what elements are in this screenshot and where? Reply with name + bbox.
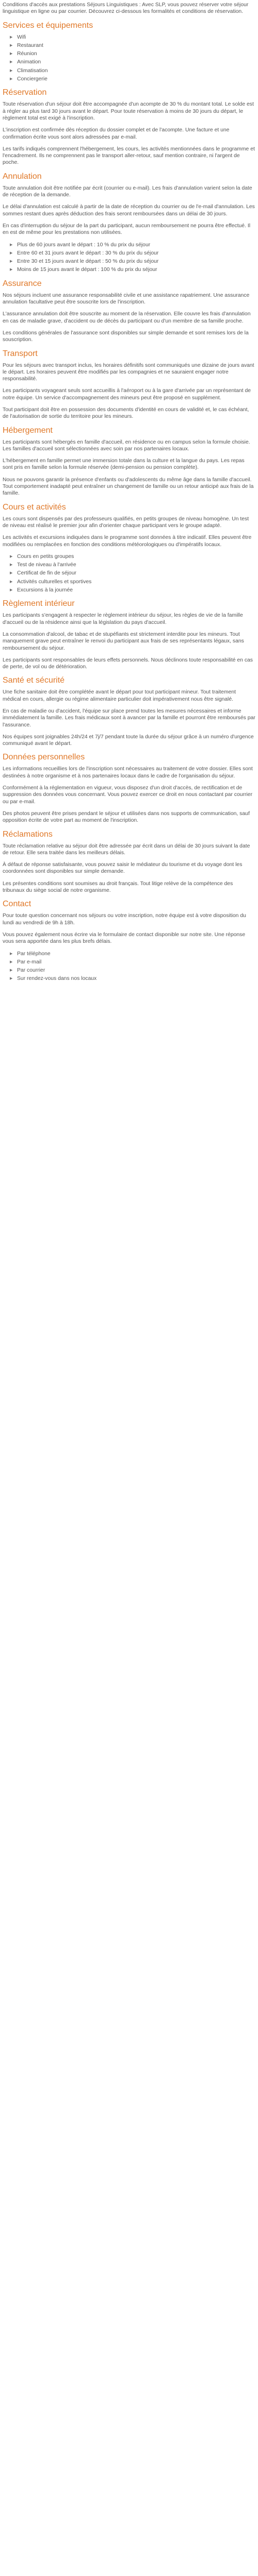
section-paragraph: Toute réclamation relative au séjour doit être adressée par écrit dans un délai de 30 jours suivant la date de retour. Elle sera traitée dans les meilleurs délais. [3,843,250,856]
section-paragraph: Nos séjours incluent une assurance responsabilité civile et une assistance rapatriement. Une assurance annulation facultative peut être souscrite lors de l'inscription. [3,292,250,306]
section [3,172,255,274]
section-paragraph: Les conditions générales de l'assurance sont disponibles sur simple demande et sont remises lors de la souscription. [3,330,249,343]
feature-item: ▶ Animation [10,59,255,65]
section-paragraph: Les informations recueillies lors de l'inscription sont nécessaires au traitement de votre dossier. Elles sont destinées à notre organisme et à nos partenaires locaux dans le cadre de l'organisation du séjour. [3,766,253,779]
section-paragraph: En cas de maladie ou d'accident, l'équipe sur place prend toutes les mesures nécessaires et informe immédiatement la famille. Les frais médicaux sont à avancer par la famille et pourront être remboursés par l'assurance. [3,708,255,728]
feature-list [3,34,255,83]
section-paragraph: En cas d'interruption du séjour de la part du participant, aucun remboursement ne pourra être effectué. Il en est de même pour les prestations non utilisées. [3,223,251,236]
section-paragraph: Tout participant doit être en possession des documents d'identité en cours de validité et, le cas échéant, de l'autorisation de sortie du territoire pour les mineurs. [3,406,249,420]
list-item: ▶ Par courrier [10,967,255,974]
list-item: ▶ Plus de 60 jours avant le départ : 10 % du prix du séjour [10,242,255,248]
section-paragraph: L'inscription est confirmée dès réception du dossier complet et de l'acompte. Une facture et une confirmation écrite vous sont alors adressées par e-mail. [3,127,230,140]
section-title: Réclamations [3,829,53,839]
section [3,88,255,166]
section-paragraph: Les tarifs indiqués comprennent l'hébergement, les cours, les activités mentionnées dans le programme et l'encadrement. Ils ne comprennent pas le transport aller-retour, sauf mention contraire, ni l'argent de poche. [3,146,255,166]
section-title: Hébergement [3,426,53,435]
section-paragraph: Les cours sont dispensés par des professeurs qualifiés, en petits groupes de niveau homogène. Un test de niveau est réalisé le premier jour afin d'orienter chaque participant vers le groupe adapté. [3,516,249,529]
section-paragraph: À défaut de réponse satisfaisante, vous pouvez saisir le médiateur du tourisme et du voyage dont les coordonnées sont disponibles sur simple demande. [3,862,243,875]
section-paragraph: Les participants s'engagent à respecter le règlement intérieur du séjour, les règles de vie de la famille d'accueil ou de la résidence ainsi que la législation du pays d'accueil. [3,613,243,625]
section-list [3,951,255,982]
section-paragraph: Les participants sont hébergés en famille d'accueil, en résidence ou en campus selon la formule choisie. Les familles d'accueil sont sélectionnées avec soin par nos partenaires locaux. [3,439,250,452]
section-list [3,242,255,274]
list-item: ▶ Entre 30 et 15 jours avant le départ : 50 % du prix du séjour [10,258,255,265]
page [0,0,258,982]
list-item: ▶ Cours en petits groupes [10,553,255,560]
section [3,675,255,747]
section-paragraph: L'hébergement en famille permet une immersion totale dans la culture et la langue du pays. Les repas sont pris en famille selon la formule réservée (demi-pension ou pension complète). [3,458,245,471]
section [3,899,255,982]
section-title: Règlement intérieur [3,599,75,608]
section-paragraph: Les activités et excursions indiquées dans le programme sont données à titre indicatif. Elles peuvent être modifiées ou remplacées en fonction des conditions météorologiques ou d'impératifs locaux. [3,535,252,548]
section-title: Contact [3,900,31,909]
list-item: ▶ Sur rendez-vous dans nos locaux [10,975,255,982]
section [3,599,255,670]
section-paragraph: Toute annulation doit être notifiée par écrit (courrier ou e-mail). Les frais d'annulation varient selon la date de réception de la demande. [3,185,252,198]
section-paragraph: Toute réservation d'un séjour doit être accompagnée d'un acompte de 30 % du montant total. Le solde est à régler au plus tard 30 jours avant le départ. Pour toute réservation à moins de 30 jours du départ, le règlement total est exigé à l'inscription. [3,101,254,121]
feature-item: ▶ Wifi [10,34,255,41]
section-list [3,553,255,594]
section [3,829,255,894]
section-paragraph: Pour les séjours avec transport inclus, les horaires définitifs sont communiqués une dizaine de jours avant le départ. Les horaires peuvent être modifiés par les compagnies et ne sauraient engager notre responsabilité. [3,362,254,382]
section [3,426,255,497]
section-paragraph: Les participants voyageant seuls sont accueillis à l'aéroport ou à la gare d'arrivée par un représentant de notre équipe. Un service d'accompagnement des mineurs peut être proposé en supplément. [3,388,251,401]
section-paragraph: Vous pouvez également nous écrire via le formulaire de contact disponible sur notre site. Une réponse vous sera apportée dans les plus brefs délais. [3,931,246,945]
section [3,502,255,594]
feature-item: ▶ Réunion [10,50,255,57]
section-title: Cours et activités [3,502,66,512]
section-title: Réservation [3,88,47,97]
list-item: ▶ Test de niveau à l'arrivée [10,562,255,568]
section-paragraph: Les participants sont responsables de leurs effets personnels. Nous déclinons toute responsabilité en cas de perte, de vol ou de détérioration. [3,657,253,670]
list-item: ▶ Activités culturelles et sportives [10,579,255,585]
list-item: ▶ Excursions à la journée [10,587,255,594]
intro-text: Conditions d'accès aux prestations Séjours Linguistiques : Avec SLP, vous pouvez réserver votre séjour linguistique en ligne ou par courrier. Découvrez ci-dessous les formalités et conditions de réservation. [3,2,249,15]
section-title: Assurance [3,279,42,288]
section-paragraph: Nous ne pouvons garantir la présence d'enfants ou d'adolescents du même âge dans la famille d'accueil. Tout comportement inadapté peut entraîner un changement de famille ou un retour anticipé aux frais de la famille. [3,477,254,497]
list-item: ▶ Par téléphone [10,951,255,957]
section-paragraph: Une fiche sanitaire doit être complétée avant le départ pour tout participant mineur. Tout traitement médical en cours, allergie ou régime alimentaire particulier doit impérativement nous être signalé. [3,689,236,702]
section [3,279,255,344]
feature-item: ▶ Climatisation [10,67,255,74]
section-paragraph: Les présentes conditions sont soumises au droit français. Tout litige relève de la compétence des tribunaux du siège social de notre organisme. [3,880,233,894]
section-title: Services et équipements [3,21,93,30]
section-title: Annulation [3,172,42,181]
sections-container [3,21,255,982]
section-paragraph: Pour toute question concernant nos séjours ou votre inscription, notre équipe est à votre disposition du lundi au vendredi de 9h à 18h. [3,913,246,926]
feature-item: ▶ Restaurant [10,42,255,49]
list-item: ▶ Certificat de fin de séjour [10,570,255,577]
section-title: Transport [3,349,38,358]
section-paragraph: La consommation d'alcool, de tabac et de stupéfiants est strictement interdite pour les mineurs. Tout manquement grave peut entraîner le renvoi du participant aux frais de ses représentants légaux, sans remboursement du séjour. [3,631,244,651]
section-paragraph: Nos équipes sont joignables 24h/24 et 7j/7 pendant toute la durée du séjour grâce à un numéro d'urgence communiqué avant le départ. [3,734,254,747]
section-paragraph: L'assurance annulation doit être souscrite au moment de la réservation. Elle couvre les frais d'annulation en cas de maladie grave, d'accident ou de décès du participant ou d'un membre de sa famille proche. [3,311,251,324]
list-item: ▶ Par e-mail [10,959,255,965]
section [3,752,255,824]
section-paragraph: Conformément à la réglementation en vigueur, vous disposez d'un droit d'accès, de rectification et de suppression des données vous concernant. Vous pouvez exercer ce droit en nous contactant par courrier ou par e-mail. [3,785,253,805]
list-item: ▶ Entre 60 et 31 jours avant le départ : 30 % du prix du séjour [10,250,255,257]
list-item: ▶ Moins de 15 jours avant le départ : 100 % du prix du séjour [10,266,255,273]
section-paragraph: Des photos peuvent être prises pendant le séjour et utilisées dans nos supports de communication, sauf opposition écrite de votre part au moment de l'inscription. [3,810,250,824]
feature-item: ▶ Conciergerie [10,76,255,82]
section-paragraph: Le délai d'annulation est calculé à partir de la date de réception du courrier ou de l'e-mail d'annulation. Les sommes restant dues après déduction des frais seront remboursées dans un délai de 30 jours. [3,204,255,217]
section [3,21,255,83]
section [3,349,255,420]
section-title: Santé et sécurité [3,676,65,685]
section-title: Données personnelles [3,753,85,762]
